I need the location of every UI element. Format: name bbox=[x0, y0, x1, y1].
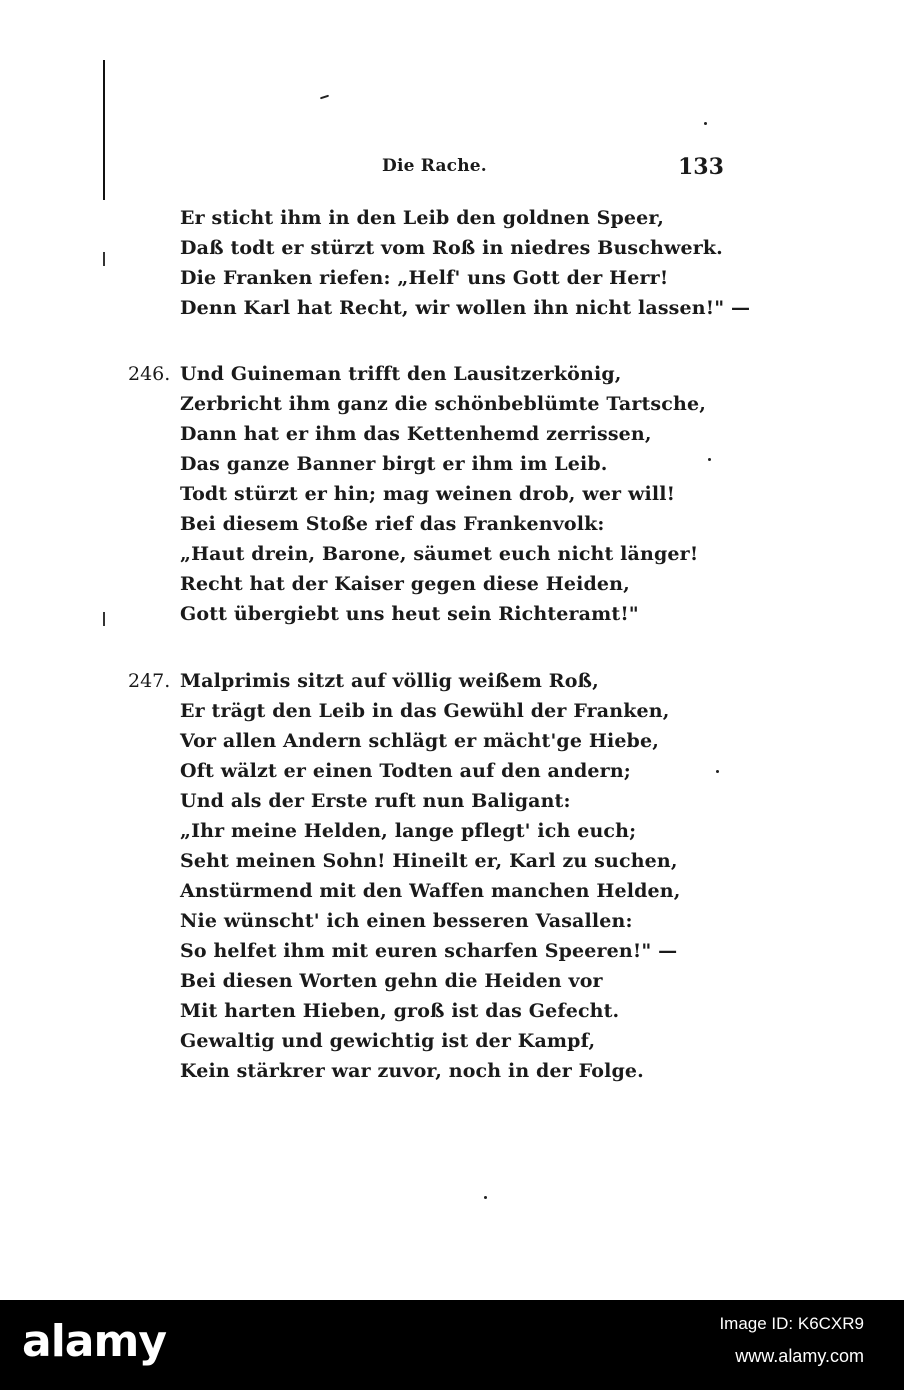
verse-line: Todt stürzt er hin; mag weinen drob, wer will! bbox=[180, 483, 676, 505]
verse-line: Daß todt er stürzt vom Roß in niedres Buschwerk. bbox=[180, 237, 723, 259]
verse-line: Vor allen Andern schlägt er mächt'ge Hiebe, bbox=[180, 730, 660, 752]
page-edge-mark bbox=[103, 612, 105, 626]
running-title: Die Rache. bbox=[382, 156, 487, 176]
verse-line: Gewaltig und gewichtig ist der Kampf, bbox=[180, 1030, 596, 1052]
verse-line: „Haut drein, Barone, säumet euch nicht länger! bbox=[180, 543, 699, 565]
verse-line: Mit harten Hieben, groß ist das Gefecht. bbox=[180, 1000, 620, 1022]
alamy-logo: alamy bbox=[22, 1316, 166, 1367]
verse-line: Denn Karl hat Recht, wir wollen ihn nicht lassen!" — bbox=[180, 297, 751, 319]
verse-line: Seht meinen Sohn! Hineilt er, Karl zu suchen, bbox=[180, 850, 678, 872]
verse-line: Recht hat der Kaiser gegen diese Heiden, bbox=[180, 573, 630, 595]
verse-line: Bei diesem Stoße rief das Frankenvolk: bbox=[180, 513, 605, 535]
verse-line: Dann hat er ihm das Kettenhemd zerrissen, bbox=[180, 423, 652, 445]
verse-line: Und als der Erste ruft nun Baligant: bbox=[180, 790, 571, 812]
verse-line: „Ihr meine Helden, lange pflegt' ich euch; bbox=[180, 820, 637, 842]
verse-line: Er trägt den Leib in das Gewühl der Franken, bbox=[180, 700, 670, 722]
verse-line: Kein stärkrer war zuvor, noch in der Folge. bbox=[180, 1060, 644, 1082]
verse-line: Oft wälzt er einen Todten auf den andern; bbox=[180, 760, 631, 782]
page-number: 133 bbox=[678, 154, 724, 180]
ink-speck bbox=[484, 1196, 487, 1199]
image-id-label: Image ID: K6CXR9 bbox=[719, 1314, 864, 1333]
site-url: www.alamy.com bbox=[735, 1346, 864, 1366]
ink-speck bbox=[704, 122, 707, 125]
page-edge-mark bbox=[103, 252, 105, 266]
verse-line: Anstürmend mit den Waffen manchen Helden, bbox=[180, 880, 681, 902]
verse-line: Malprimis sitzt auf völlig weißem Roß, bbox=[180, 670, 599, 692]
page-edge-line bbox=[103, 60, 105, 200]
verse-line: Die Franken riefen: „Helf' uns Gott der Herr! bbox=[180, 267, 669, 289]
verse-line: Er sticht ihm in den Leib den goldnen Speer, bbox=[180, 207, 664, 229]
verse-line: Gott übergiebt uns heut sein Richteramt!" bbox=[180, 603, 639, 625]
ink-speck bbox=[320, 95, 329, 100]
verse-line: Bei diesen Worten gehn die Heiden vor bbox=[180, 970, 603, 992]
verse-line: So helfet ihm mit euren scharfen Speeren!" — bbox=[180, 940, 678, 962]
verse-line: Zerbricht ihm ganz die schönbeblümte Tartsche, bbox=[180, 393, 706, 415]
stanza-number: 247. bbox=[128, 670, 171, 692]
verse-line: Und Guineman trifft den Lausitzerkönig, bbox=[180, 363, 622, 385]
ink-speck bbox=[708, 458, 711, 461]
stanza-number: 246. bbox=[128, 363, 171, 385]
ink-speck bbox=[716, 770, 719, 773]
verse-line: Das ganze Banner birgt er ihm im Leib. bbox=[180, 453, 608, 475]
verse-line: Nie wünscht' ich einen besseren Vasallen: bbox=[180, 910, 633, 932]
stock-watermark-bar bbox=[0, 1300, 904, 1390]
